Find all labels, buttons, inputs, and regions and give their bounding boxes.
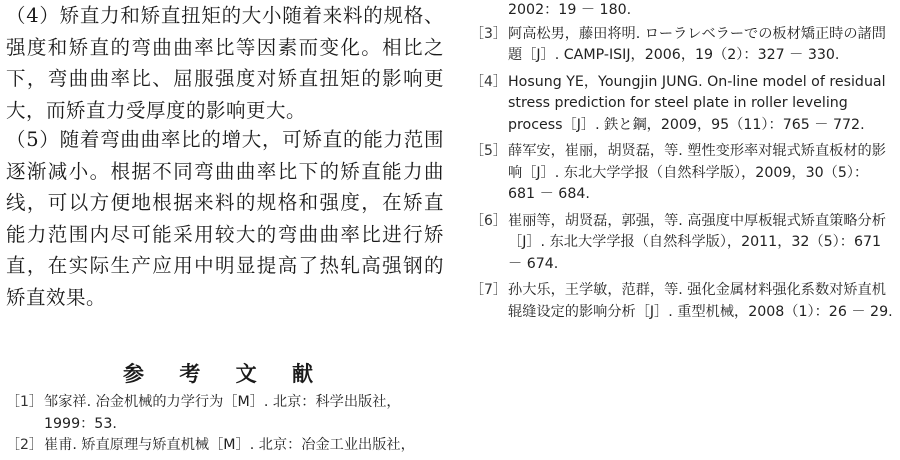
reference-item-2-continuation — [470, 0, 894, 22]
reference-text: 崔甫. 矫直原理与矫直机械［M］. 北京：冶金工业出版社， — [44, 437, 415, 453]
reference-text: 阿高松男，藤田将明. ローラレベラーでの板材矯正時の諸問題［J］. CAMP-ISIJ，2006，19（2）：327 － 330. — [508, 25, 886, 63]
reference-text: 崔丽等，胡贤磊，郭强，等. 高强度中厚板辊式矫直策略分析［J］. 东北大学学报（自然科学版），2011，32（5）：671 － 674. — [508, 212, 886, 272]
conclusion-paragraph-5: （5）随着弯曲曲率比的增大，可矫直的能力范围逐渐减小。根据不同弯曲曲率比下的矫直能力曲线，可以方便地根据来料的规格和强度，在矫直能力范围内尽可能采用较大的弯曲曲率比进行矫直，在实际生产应用中明显提高了热轧高强钢的矫直效果。 — [6, 128, 444, 309]
reference-number: ［3］ — [470, 25, 507, 42]
reference-item-3 — [470, 24, 894, 67]
reference-number: ［2］ — [6, 437, 43, 453]
reference-text: 邹家祥. 冶金机械的力学行为［M］. 北京：科学出版社，1999：53. — [44, 394, 401, 432]
reference-item-5 — [470, 141, 894, 206]
references-heading: 参 考 文 献 — [123, 361, 327, 386]
reference-text: Hosung YE，Youngjin JUNG. On-line model of residual stress prediction for steel plate in roller leveling process［J］. 鉄と鋼，2009，95（11）：765 － 772. — [508, 73, 886, 133]
reference-item-2 — [6, 435, 444, 457]
reference-list-left — [6, 392, 444, 457]
reference-text: 2002：19 － 180. — [508, 2, 632, 18]
reference-item-1 — [6, 392, 444, 435]
reference-item-4 — [470, 72, 894, 137]
reference-item-6 — [470, 211, 894, 276]
reference-text: 孙大乐，王学敏，范群，等. 强化金属材料强化系数对矫直机辊缝设定的影响分析［J］. 重型机械，2008（1）：26 － 29. — [508, 282, 893, 320]
reference-number: ［5］ — [470, 143, 507, 159]
reference-item-7 — [470, 280, 894, 323]
reference-number: ［6］ — [470, 212, 507, 229]
reference-number: ［1］ — [6, 394, 43, 410]
reference-text: 薛军安，崔丽，胡贤磊，等. 塑性变形率对辊式矫直板材的影响［J］. 东北大学学报（自然科学版），2009，30（5）：681 － 684. — [508, 143, 886, 202]
reference-number: ［7］ — [470, 282, 507, 298]
conclusion-paragraph-4: （4）矫直力和矫直扭矩的大小随着来料的规格、强度和矫直的弯曲曲率比等因素而变化。相比之下，弯曲曲率比、屈服强度对矫直扭矩的影响更大，而矫直力受厚度的影响更大。 — [6, 4, 444, 122]
reference-list-right — [470, 0, 894, 323]
reference-number: ［4］ — [470, 73, 507, 90]
